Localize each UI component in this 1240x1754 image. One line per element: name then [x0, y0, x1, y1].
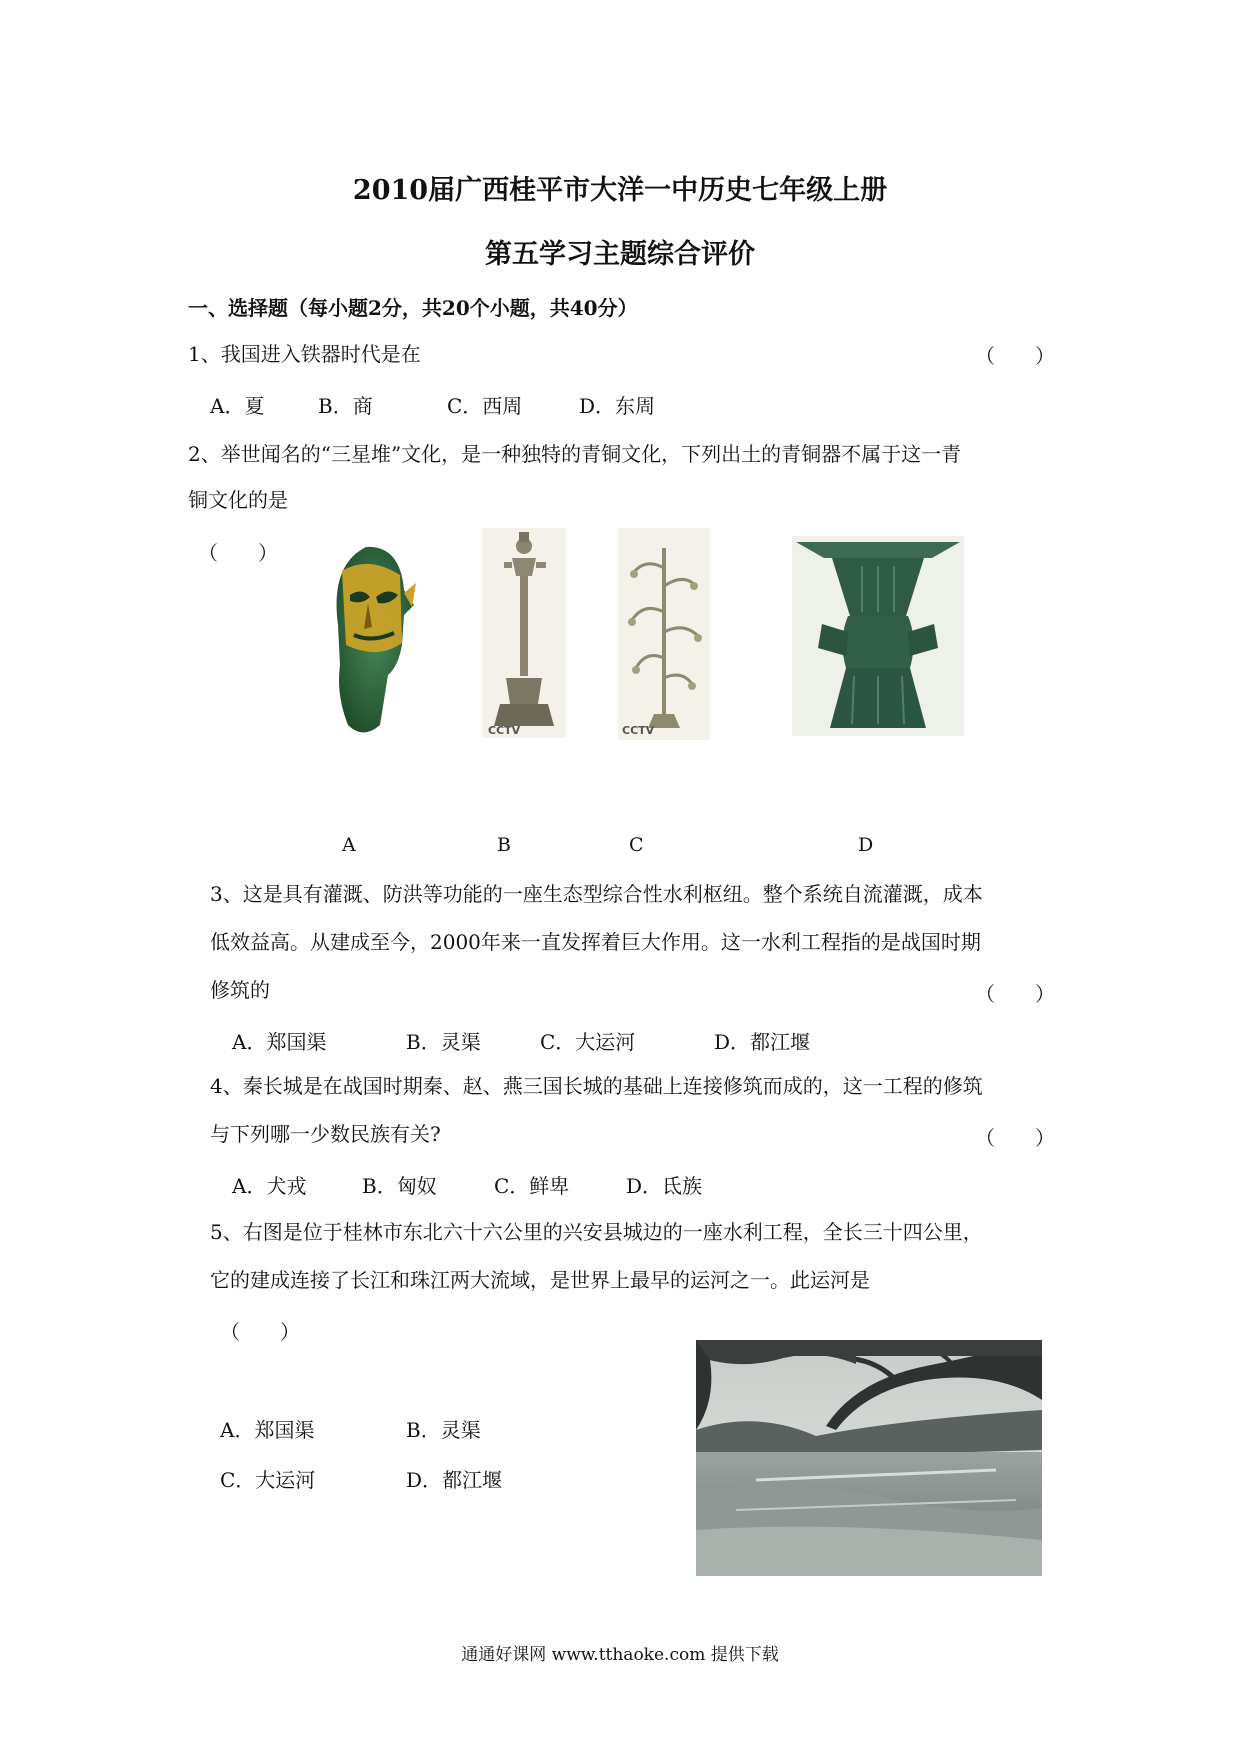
page-footer: 通通好课网 www.tthaoke.com 提供下载: [461, 1645, 779, 1665]
question-2-line-1: 2、举世闻名的“三星堆”文化，是一种独特的青铜文化，下列出土的青铜器不属于这一青: [188, 442, 962, 466]
question-3-option-a: A．郑国渠: [232, 1030, 327, 1054]
image-caption-a: A: [342, 834, 356, 856]
lingqu-canal-photo: [696, 1340, 1042, 1576]
question-3-option-b: B．灵渠: [406, 1030, 481, 1054]
document-title: 2010届广西桂平市大洋一中历史七年级上册: [352, 175, 888, 206]
question-4-answer-blank: （ ）: [975, 1126, 1055, 1150]
question-3-line-3: 修筑的: [210, 978, 270, 1002]
bronze-mask-image: [318, 535, 418, 740]
image-caption-c: C: [629, 834, 644, 856]
question-2-answer-blank: （ ）: [198, 541, 278, 565]
question-5-option-c: C．大运河: [220, 1468, 316, 1492]
bronze-zun-vessel-image: [792, 536, 964, 736]
section-heading: 一、选择题（每小题2分，共20个小题，共40分）: [188, 296, 638, 320]
question-3-option-d: D．都江堰: [714, 1030, 811, 1054]
question-4-option-a: A．犬戎: [232, 1174, 307, 1198]
question-2-line-2: 铜文化的是: [188, 488, 288, 512]
question-3-line-1: 3、这是具有灌溉、防洪等功能的一座生态型综合性水利枢纽。整个系统自流灌溉，成本: [210, 882, 983, 906]
question-1-option-a: A．夏: [210, 394, 265, 418]
question-3-answer-blank: （ ）: [975, 982, 1055, 1006]
question-4-line-2: 与下列哪一少数民族有关?: [210, 1122, 441, 1146]
question-5-answer-blank: （ ）: [220, 1320, 300, 1344]
question-5-option-a: A．郑国渠: [220, 1418, 315, 1442]
question-1-answer-blank: （ ）: [975, 344, 1055, 368]
cctv-watermark: CCTV: [488, 724, 521, 737]
question-1-text: 1、我国进入铁器时代是在: [188, 342, 421, 366]
question-4-option-b: B．匈奴: [362, 1174, 437, 1198]
question-4-option-d: D．氐族: [626, 1174, 703, 1198]
question-5-option-d: D．都江堰: [406, 1468, 503, 1492]
question-5-line-1: 5、右图是位于桂林市东北六十六公里的兴安县城边的一座水利工程，全长三十四公里，: [210, 1220, 983, 1244]
question-3-option-c: C．大运河: [540, 1030, 636, 1054]
question-1-option-b: B．商: [318, 394, 373, 418]
bronze-tree-image: [618, 528, 710, 740]
image-caption-b: B: [497, 834, 511, 856]
question-4-line-1: 4、秦长城是在战国时期秦、赵、燕三国长城的基础上连接修筑而成的，这一工程的修筑: [210, 1074, 983, 1098]
question-5-line-2: 它的建成连接了长江和珠江两大流域，是世界上最早的运河之一。此运河是: [210, 1268, 870, 1292]
question-1-option-d: D．东周: [579, 394, 656, 418]
question-5-option-b: B．灵渠: [406, 1418, 481, 1442]
cctv-watermark: CCTV: [622, 724, 655, 737]
document-subtitle: 第五学习主题综合评价: [485, 239, 755, 270]
bronze-standing-figure-image: [482, 528, 566, 738]
question-3-line-2: 低效益高。从建成至今，2000年来一直发挥着巨大作用。这一水利工程指的是战国时期: [210, 930, 981, 954]
question-4-option-c: C．鲜卑: [494, 1174, 570, 1198]
image-caption-d: D: [858, 834, 874, 856]
question-1-option-c: C．西周: [447, 394, 523, 418]
